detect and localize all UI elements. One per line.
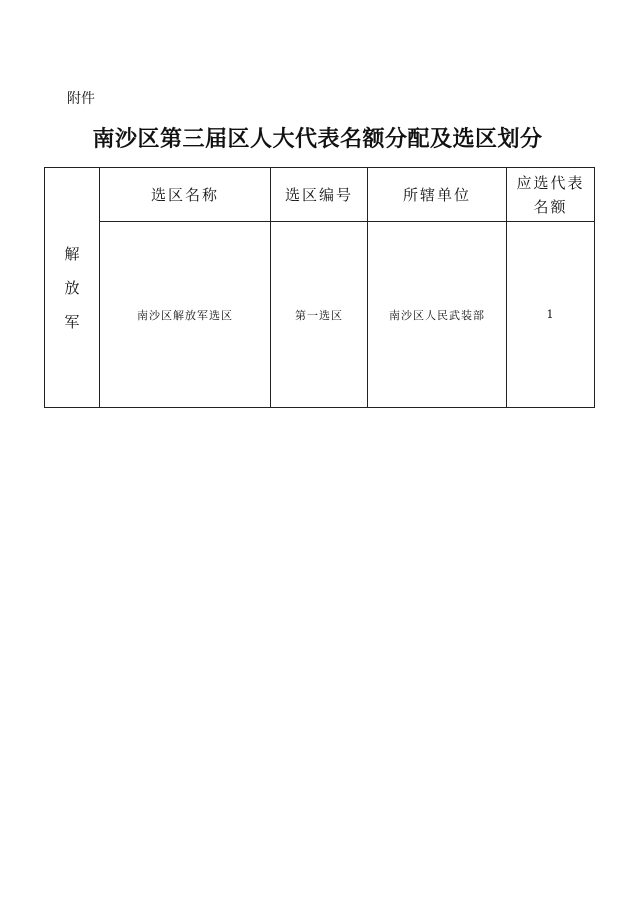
table-header-row xyxy=(45,168,595,222)
group-cell-pla xyxy=(45,168,100,408)
table-row xyxy=(45,222,595,408)
cell-district-name: 南沙区解放军选区 xyxy=(100,222,271,408)
header-quota-line1: 应选代表 xyxy=(516,173,585,192)
quota-allocation-table xyxy=(44,167,595,408)
cell-jurisdiction: 南沙区人民武装部 xyxy=(368,222,507,408)
header-quota xyxy=(507,168,595,222)
cell-district-number: 第一选区 xyxy=(271,222,368,408)
header-quota-line2: 名额 xyxy=(533,197,568,216)
header-jurisdiction: 所辖单位 xyxy=(368,168,507,222)
header-district-name: 选区名称 xyxy=(100,168,271,222)
group-label-char: 军 xyxy=(64,312,80,331)
attachment-label: 附件 xyxy=(67,91,95,107)
group-label-char: 解 xyxy=(64,244,80,263)
cell-quota: 1 xyxy=(507,222,595,408)
group-label-char: 放 xyxy=(64,278,80,297)
document-title: 南沙区第三届区人大代表名额分配及选区划分 xyxy=(92,126,543,152)
header-district-number: 选区编号 xyxy=(271,168,368,222)
